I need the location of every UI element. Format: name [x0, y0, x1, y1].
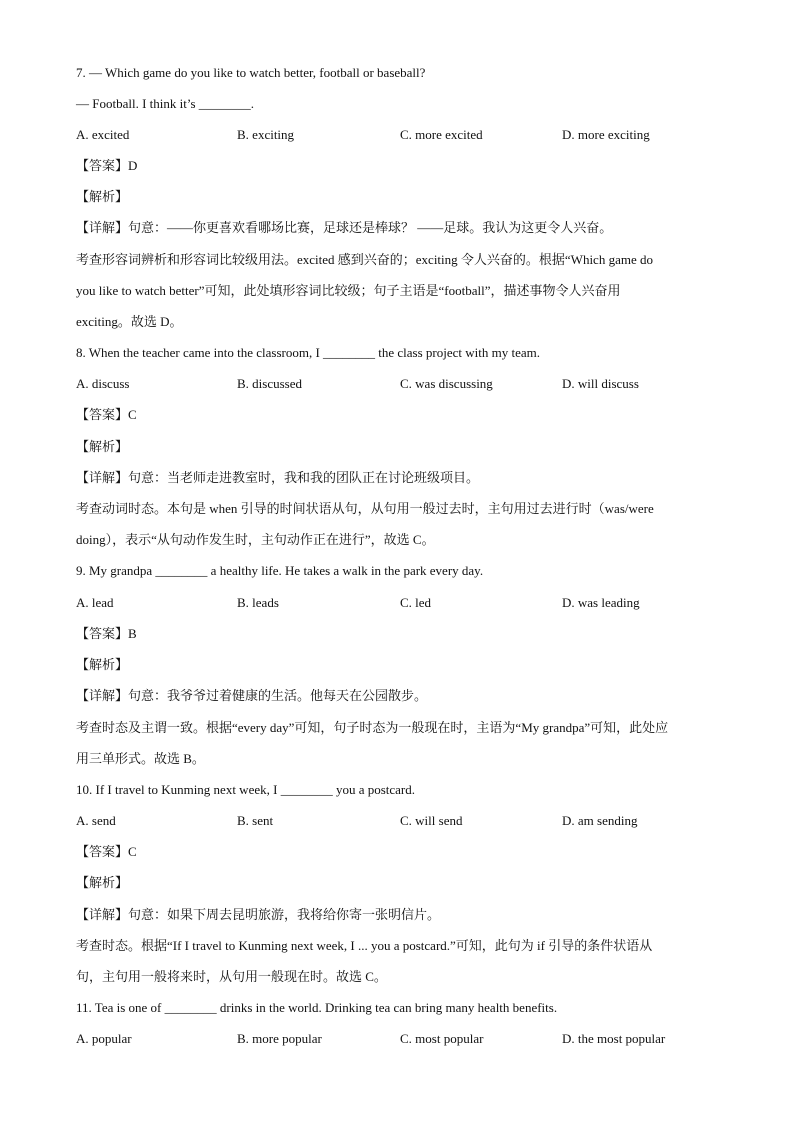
question-7-stem-reply: — Football. I think it’s ________. [76, 96, 255, 111]
option-b: B. leads [237, 595, 279, 610]
question-9-options [76, 594, 726, 612]
option-a: A. lead [76, 595, 114, 610]
question-7-analysis-heading: 【解析】 [76, 189, 129, 204]
option-b: B. discussed [237, 376, 302, 391]
option-d: D. will discuss [562, 376, 639, 391]
question-8-analysis-heading: 【解析】 [76, 439, 129, 454]
question-8-explain-line: doing），表示“从句动作发生时，主句动作正在进行”，故选 C。 [76, 532, 435, 547]
question-10-analysis-heading: 【解析】 [76, 875, 129, 890]
option-c: C. led [400, 595, 432, 610]
option-b: B. sent [237, 813, 274, 828]
question-7-explain-line: 【详解】句意：——你更喜欢看哪场比赛，足球还是棒球？ ——足球。我认为这更令人兴奋。 [76, 220, 613, 235]
question-7-stem: 7. — Which game do you like to watch better, football or baseball? [76, 65, 426, 80]
question-10-answer: 【答案】C [76, 844, 137, 859]
option-d: D. am sending [562, 813, 638, 828]
question-7-options [76, 126, 726, 144]
question-10-stem: 10. If I travel to Kunming next week, I ________ you a postcard. [76, 782, 416, 797]
question-9-answer: 【答案】B [76, 626, 137, 641]
option-c: C. more excited [400, 127, 483, 142]
question-7-explain-line: you like to watch better”可知，此处填形容词比较级；句子主语是“football”，描述事物令人兴奋用 [76, 283, 621, 298]
option-a: A. popular [76, 1031, 132, 1046]
question-10-explain-line: 考查时态。根据“If I travel to Kunming next week, I ... you a postcard.”可知，此句为 if 引导的条件状语从 [76, 938, 653, 953]
question-11-options [76, 1030, 726, 1048]
question-8-answer: 【答案】C [76, 407, 137, 422]
question-8-explain-line: 【详解】句意：当老师走进教室时，我和我的团队正在讨论班级项目。 [76, 470, 480, 485]
question-9-analysis-heading: 【解析】 [76, 657, 129, 672]
option-a: A. discuss [76, 376, 130, 391]
question-7-explain-line: exciting。故选 D。 [76, 314, 183, 329]
question-9-stem: 9. My grandpa ________ a healthy life. He takes a walk in the park every day. [76, 563, 484, 578]
question-9-explain-line: 考查时态及主谓一致。根据“every day”可知，句子时态为一般现在时，主语为“My grandpa”可知，此处应 [76, 720, 669, 735]
question-9-explain-line: 用三单形式。故选 B。 [76, 751, 205, 766]
question-10-explain-line: 【详解】句意：如果下周去昆明旅游，我将给你寄一张明信片。 [76, 907, 441, 922]
option-c: C. was discussing [400, 376, 493, 391]
question-11-stem: 11. Tea is one of ________ drinks in the world. Drinking tea can bring many health benefits. [76, 1000, 558, 1015]
option-b: B. exciting [237, 127, 295, 142]
question-7-answer: 【答案】D [76, 158, 138, 173]
question-10-explain-line: 句，主句用一般将来时，从句用一般现在时。故选 C。 [76, 969, 387, 984]
question-8-stem: 8. When the teacher came into the classroom, I ________ the class project with my team. [76, 345, 541, 360]
question-10-options [76, 812, 726, 830]
option-d: D. more exciting [562, 127, 650, 142]
option-b: B. more popular [237, 1031, 322, 1046]
option-a: A. send [76, 813, 116, 828]
question-8-options [76, 375, 726, 393]
option-c: C. will send [400, 813, 463, 828]
option-c: C. most popular [400, 1031, 484, 1046]
option-d: D. the most popular [562, 1031, 666, 1046]
option-d: D. was leading [562, 595, 640, 610]
option-a: A. excited [76, 127, 130, 142]
question-8-explain-line: 考查动词时态。本句是 when 引导的时间状语从句，从句用一般过去时，主句用过去进行时（was/were [76, 501, 654, 516]
question-7-explain-line: 考查形容词辨析和形容词比较级用法。excited 感到兴奋的；exciting 令人兴奋的。根据“Which game do [76, 252, 653, 267]
question-9-explain-line: 【详解】句意：我爷爷过着健康的生活。他每天在公园散步。 [76, 688, 428, 703]
